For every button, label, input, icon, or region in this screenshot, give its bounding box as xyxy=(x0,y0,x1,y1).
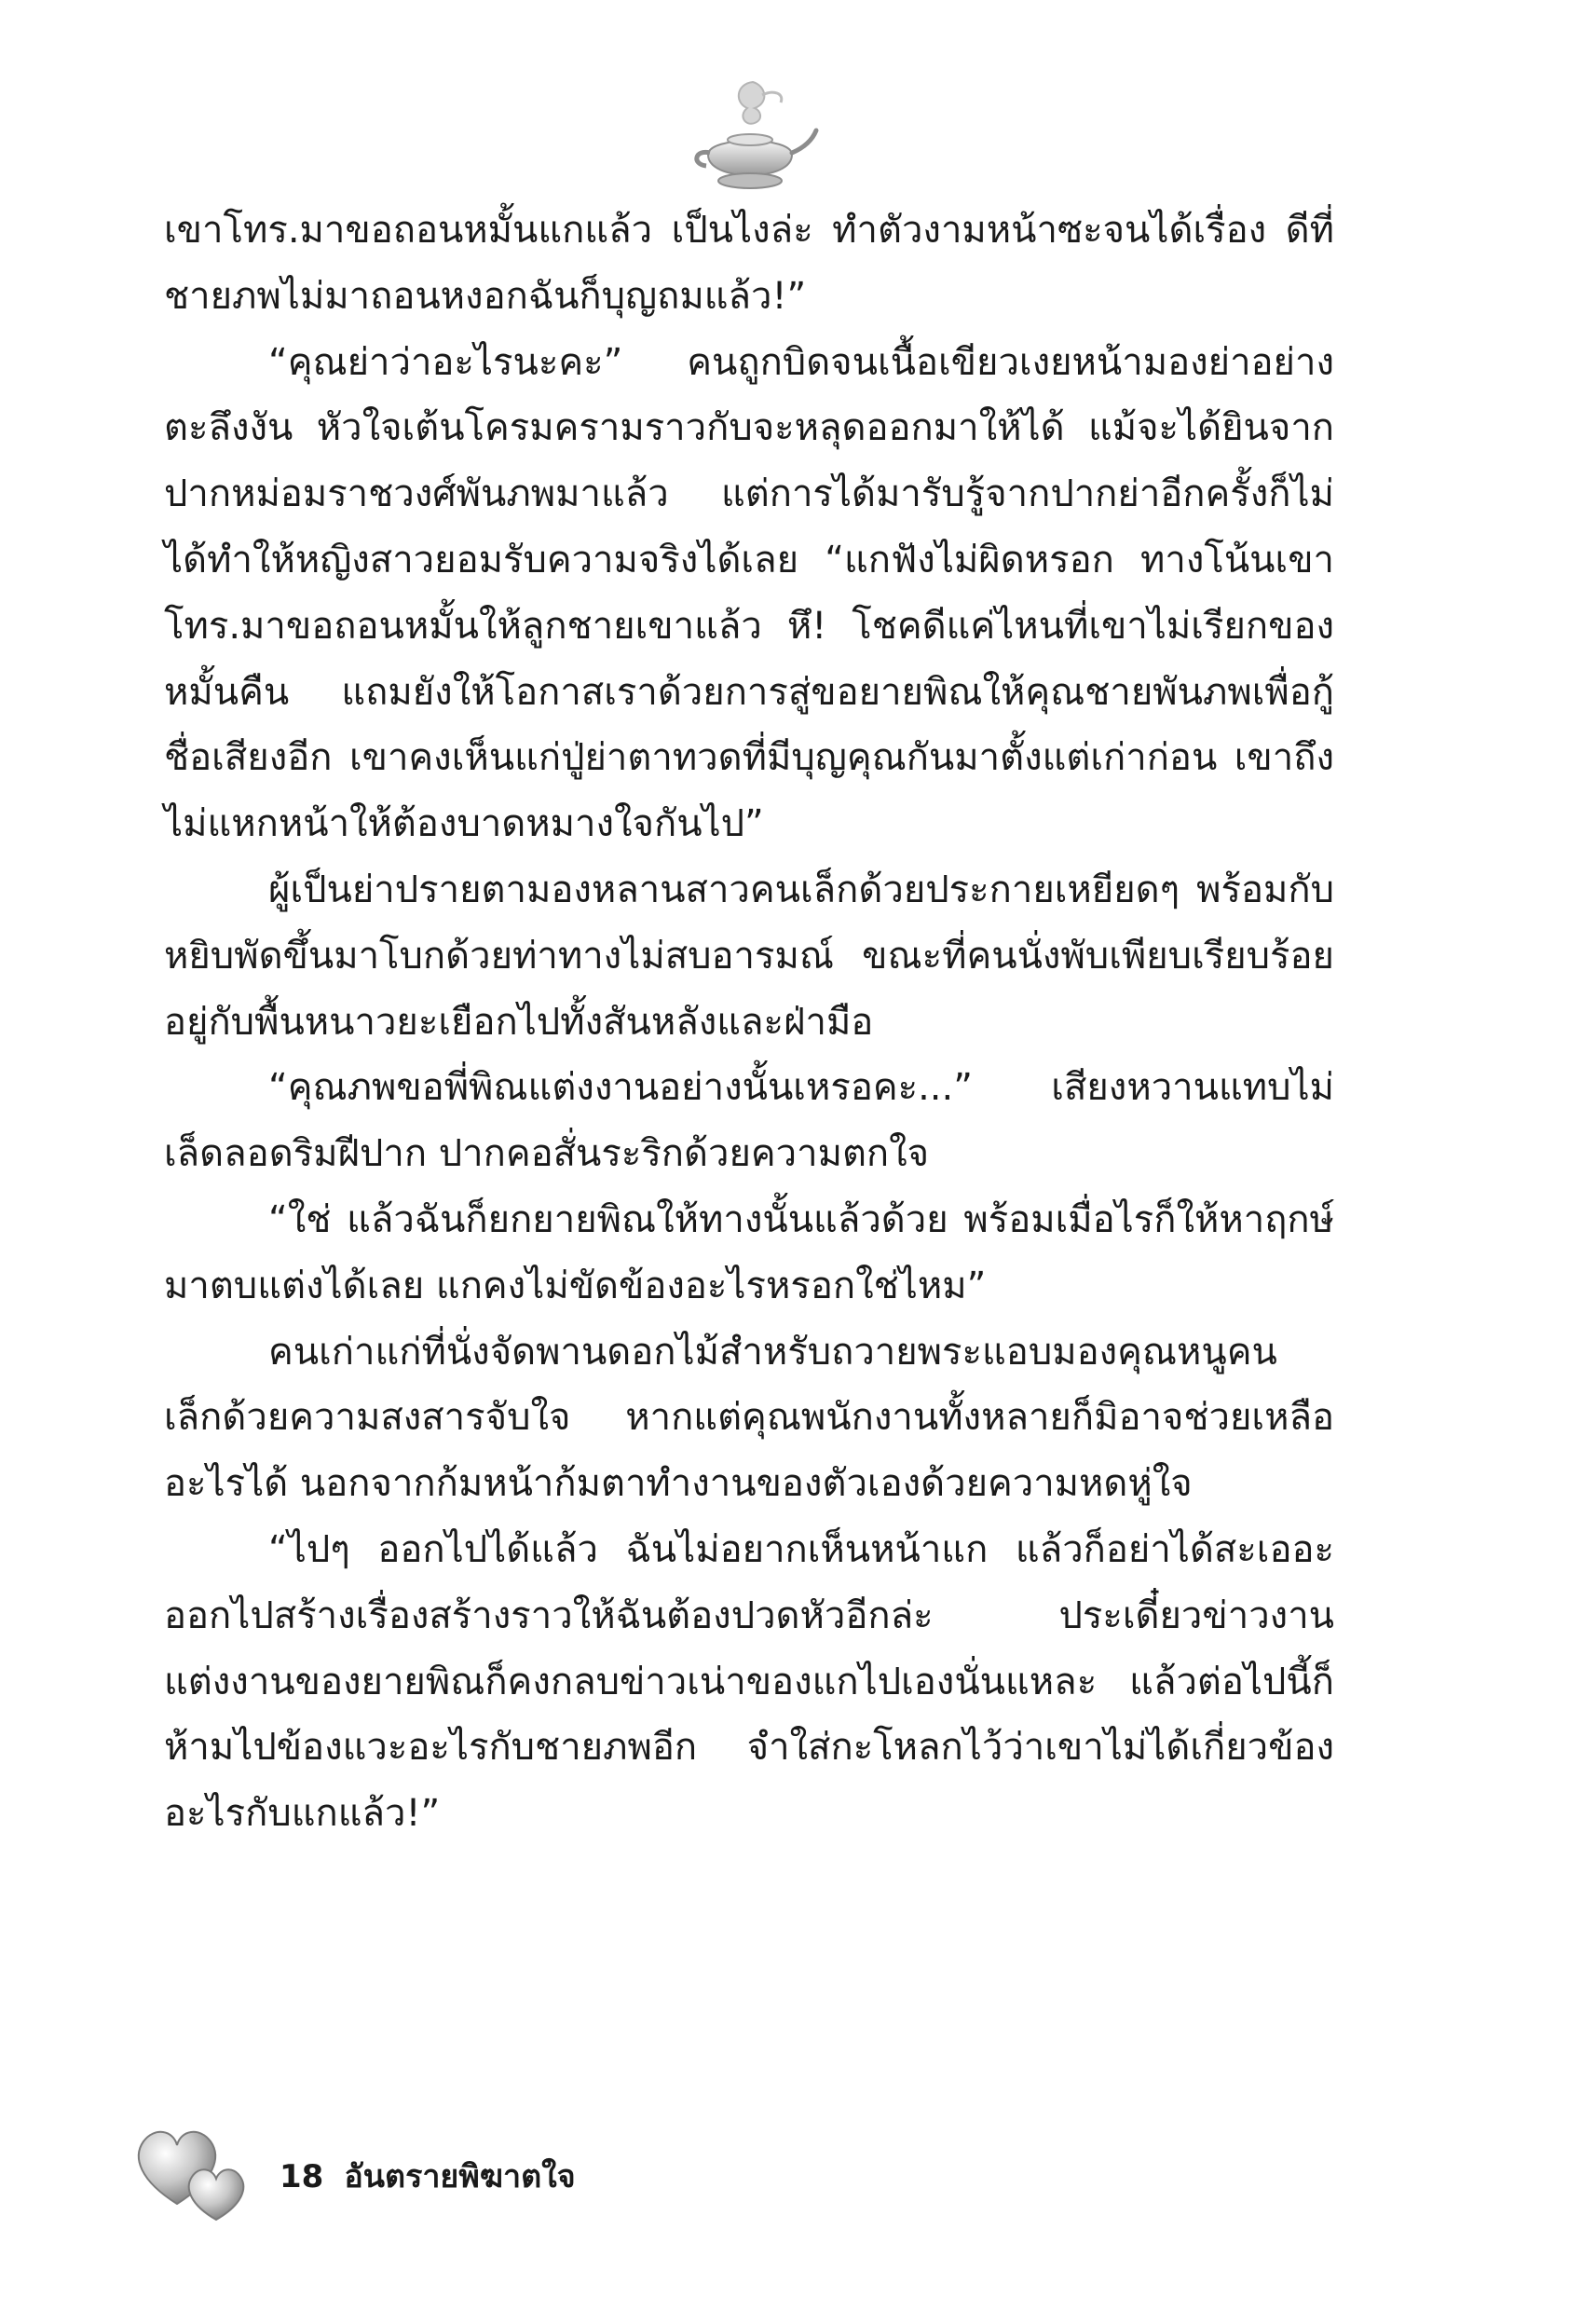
paragraph-2: “คุณย่าว่าอะไรนะคะ” คนถูกบิดจนเนื้อเขียวเงยหน้ามองย่าอย่างตะลึงงัน หัวใจเต้นโครมครามราวกับจะหลุดออกมาให้ได้ แม้จะได้ยินจากปากหม่อมราชวงศ์พันภพมาแล้ว แต่การได้มารับรู้จากปากย่าอีกครั้งก็ไม่ได้ทำให้หญิงสาวยอมรับความจริงได้เลย “แกฟังไม่ผิดหรอก ทางโน้นเขาโทร.มาขอถอนหมั้นให้ลูกชายเขาแล้ว หึ! โชคดีแค่ไหนที่เขาไม่เรียกของหมั้นคืน แถมยังให้โอกาสเราด้วยการสู่ขอยายพิณให้คุณชายพันภพเพื่อกู้ชื่อเสียงอีก เขาคงเห็นแก่ปู่ย่าตาทวดที่มีบุญคุณกันมาตั้งแต่เก่าก่อน เขาถึงไม่แหกหน้าให้ต้องบาดหมางใจกันไป” xyxy=(164,340,1334,846)
paragraph-3: ผู้เป็นย่าปรายตามองหลานสาวคนเล็กด้วยประกายเหยียดๆ พร้อมกับหยิบพัดขึ้นมาโบกด้วยท่าทางไม่สบอารมณ์ ขณะที่คนนั่งพับเพียบเรียบร้อยอยู่กับพื้นหนาวยะเยือกไปทั้งสันหลังและฝ่ามือ xyxy=(164,868,1334,1044)
paragraph-5: “ใช่ แล้วฉันก็ยกยายพิณให้ทางนั้นแล้วด้วย พร้อมเมื่อไรก็ให้หาฤกษ์มาตบแต่งได้เลย แกคงไม่ขัดข้องอะไรหรอกใช่ไหม” xyxy=(164,1197,1334,1307)
paragraph-4: “คุณภพขอพี่พิณแต่งงานอย่างนั้นเหรอคะ...” เสียงหวานแทบไม่เล็ดลอดริมฝีปาก ปากคอสั่นระริกด้วยความตกใจ xyxy=(164,1066,1334,1176)
paragraph-6: คนเก่าแก่ที่นั่งจัดพานดอกไม้สำหรับถวายพระแอบมองคุณหนูคนเล็กด้วยความสงสารจับใจ หากแต่คุณพนักงานทั้งหลายก็มิอาจช่วยเหลืออะไรได้ นอกจากก้มหน้าก้มตาทำงานของตัวเองด้วยความหดหู่ใจ xyxy=(164,1330,1334,1506)
paragraph-7: “ไปๆ ออกไปได้แล้ว ฉันไม่อยากเห็นหน้าแก แล้วก็อย่าได้สะเออะออกไปสร้างเรื่องสร้างราวให้ฉันต้องปวดหัวอีกล่ะ ประเดี๋ยวข่าวงานแต่งงานของยายพิณก็คงกลบข่าวเน่าของแกไปเองนั่นแหละ แล้วต่อไปนี้ก็ห้ามไปข้องแวะอะไรกับชายภพอีก จำใส่กะโหลกไว้ว่าเขาไม่ได้เกี่ยวข้องอะไรกับแกแล้ว!” xyxy=(164,1527,1334,1836)
footer-caption xyxy=(280,2151,576,2201)
page-footer xyxy=(130,2115,783,2227)
page-number: 18 xyxy=(280,2158,324,2195)
book-title: อันตรายพิฆาตใจ xyxy=(344,2158,576,2195)
genie-lamp-icon xyxy=(680,75,820,196)
hearts-icon xyxy=(130,2115,261,2227)
story-text xyxy=(164,198,1334,1847)
paragraph-1: เขาโทร.มาขอถอนหมั้นแกแล้ว เป็นไงล่ะ ทำตัวงามหน้าซะจนได้เรื่อง ดีที่ชายภพไม่มาถอนหงอกฉันก็บุญถมแล้ว!” xyxy=(164,209,1334,318)
